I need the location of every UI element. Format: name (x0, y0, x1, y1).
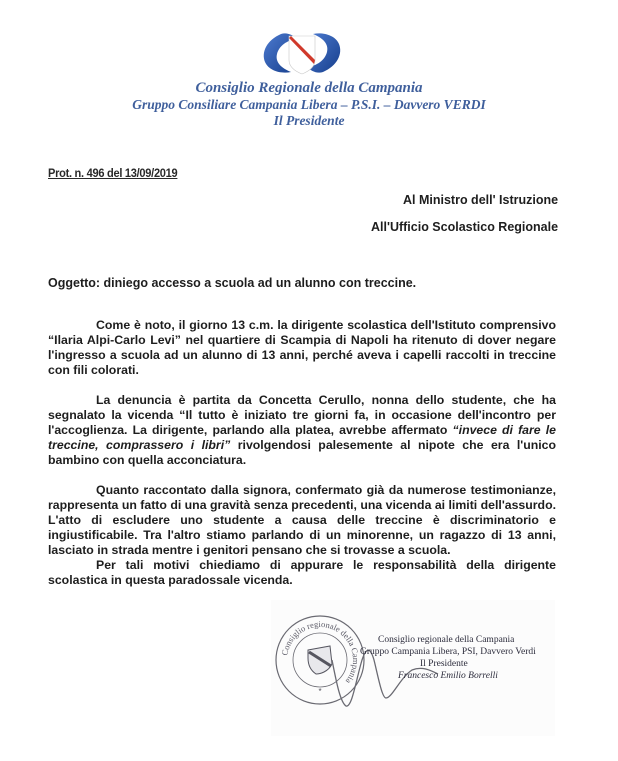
letter-subject: Oggetto: diniego accesso a scuola ad un alunno con treccine. (48, 276, 417, 290)
council-name: Consiglio Regionale della Campania (195, 80, 423, 96)
paragraph-3 (48, 483, 556, 558)
recipient-school-office: All'Ufficio Scolastico Regionale (371, 220, 559, 234)
group-name: Gruppo Consiliare Campania Libera – P.S.I. – Davvero VERDI (132, 97, 486, 112)
protocol-number: Prot. n. 496 del 13/09/2019 (48, 166, 178, 180)
paragraph-2-text-start: La denuncia è partita da Concetta Cerullo, nonna dello studente, che ha segnalato la vicenda “Il tutto è iniziato tre giorni fa, in occasione dell'incontro per l'accoglienza. La dirigente, parlando alla platea, avrebbe affermato (48, 393, 556, 437)
signature-role: Il Presidente (420, 659, 468, 669)
header-role: Il Presidente (273, 113, 345, 128)
paragraph-2-quote: “invece di fare le treccine, comprassero i libri” (48, 423, 556, 452)
signature-name: Francesco Emilio Borrelli (398, 671, 498, 681)
campania-region-logo-icon (259, 26, 345, 80)
paragraph-1 (48, 318, 556, 378)
paragraph-4-text: Per tali motivi chiediamo di appurare le responsabilità della dirigente scolastica in questa paradossale vicenda. (48, 558, 556, 587)
paragraph-4 (48, 558, 556, 588)
paragraph-2 (48, 393, 556, 468)
svg-text:*: * (318, 687, 322, 696)
paragraph-2-text-end: rivolgendosi palesemente al nipote che era l'unico bambino con quella acconciatura. (48, 438, 556, 467)
signature-council: Consiglio regionale della Campania (378, 635, 515, 645)
paragraph-3-text: Quanto raccontato dalla signora, confermato già da numerose testimonianze, rappresenta un fatto di una gravità senza precedenti, una vicenda ai limiti dell'assurdo. L'atto di escludere uno studente a causa delle treccine è discriminatorio e ingiustificabile. Tra l'altro stiamo parlando di un minorenne, un ragazzo di 13 anni, lasciato in strada mentre i genitori pensano che si trovasse a scuola. (48, 483, 556, 557)
recipient-ministry: Al Ministro dell' Istruzione (403, 193, 559, 207)
stamp-ring-text: Consiglio regionale della Campania (279, 618, 362, 686)
paragraph-1-text: Come è noto, il giorno 13 c.m. la dirigente scolastica dell'Istituto comprensivo “Ilaria Alpi-Carlo Levi” nel quartiere di Scampia di Napoli ha ritenuto di dover negare l'ingresso a scuola ad un alunno di 13 anni, perché aveva i capelli raccolti in treccine con fili colorati. (48, 318, 556, 377)
signature-group: Gruppo Campania Libera, PSI, Davvero Verdi (360, 647, 536, 657)
